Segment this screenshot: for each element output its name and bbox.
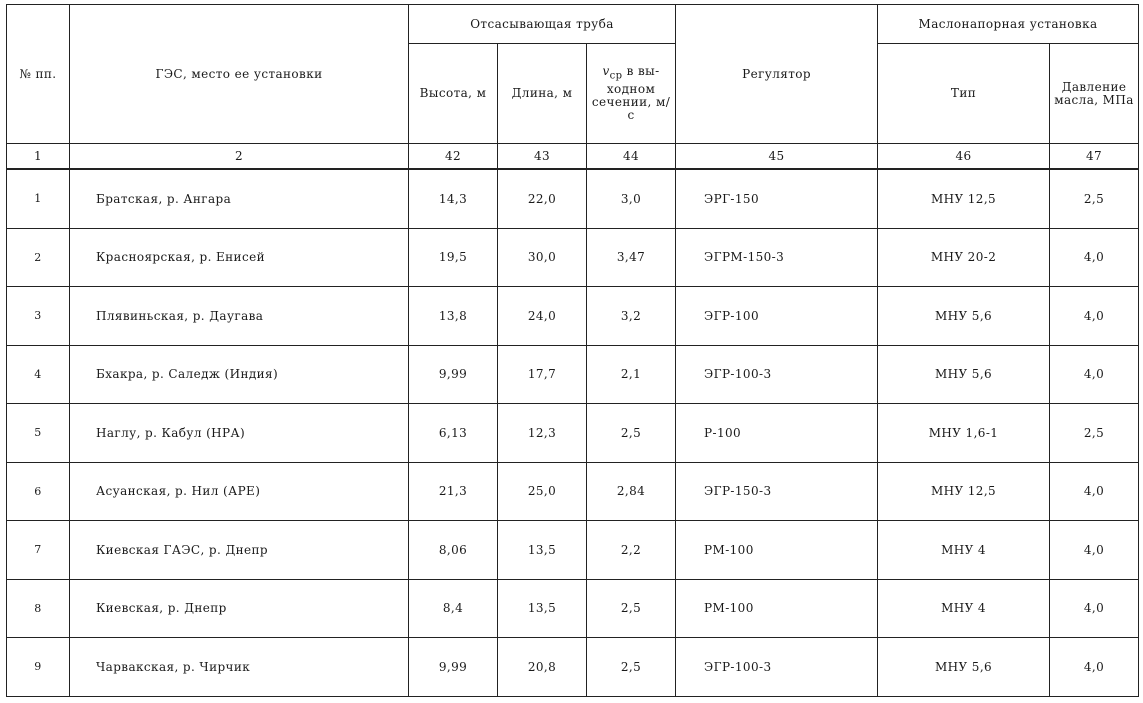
station-name: Братская, р. Ангара xyxy=(70,169,409,228)
column-number-row xyxy=(7,144,1139,170)
regulator-value: РМ-100 xyxy=(676,521,878,580)
velocity-value: 2,5 xyxy=(587,579,676,638)
regulator-value: РМ-100 xyxy=(676,579,878,638)
height-value: 6,13 xyxy=(409,404,498,463)
regulator-value: ЭГР-100-3 xyxy=(676,345,878,404)
height-value: 13,8 xyxy=(409,287,498,346)
header-oil-unit: Маслонапорная установка xyxy=(878,5,1139,44)
table-row xyxy=(7,228,1139,287)
column-number: 47 xyxy=(1050,144,1139,170)
table-row xyxy=(7,638,1139,697)
column-number: 2 xyxy=(70,144,409,170)
row-number: 6 xyxy=(7,462,70,521)
table-body xyxy=(7,169,1139,696)
station-name: Асуанская, р. Нил (АРЕ) xyxy=(70,462,409,521)
length-value: 13,5 xyxy=(498,579,587,638)
row-number: 5 xyxy=(7,404,70,463)
station-name: Чарвакская, р. Чирчик xyxy=(70,638,409,697)
table-header xyxy=(7,5,1139,170)
height-value: 19,5 xyxy=(409,228,498,287)
velocity-value: 3,0 xyxy=(587,169,676,228)
pressure-value: 4,0 xyxy=(1050,521,1139,580)
station-name: Плявиньская, р. Даугава xyxy=(70,287,409,346)
row-number: 3 xyxy=(7,287,70,346)
height-value: 8,06 xyxy=(409,521,498,580)
pressure-value: 4,0 xyxy=(1050,287,1139,346)
velocity-value: 3,2 xyxy=(587,287,676,346)
velocity-value: 2,84 xyxy=(587,462,676,521)
row-number: 4 xyxy=(7,345,70,404)
header-type: Тип xyxy=(878,44,1050,144)
length-value: 25,0 xyxy=(498,462,587,521)
header-velocity xyxy=(587,44,676,144)
header-regulator: Регулятор xyxy=(676,5,878,144)
velocity-value: 2,1 xyxy=(587,345,676,404)
header-draft-tube: Отсасывающая труба xyxy=(409,5,676,44)
type-value: МНУ 4 xyxy=(878,579,1050,638)
column-number: 45 xyxy=(676,144,878,170)
pressure-value: 4,0 xyxy=(1050,579,1139,638)
station-name: Киевская ГАЭС, р. Днепр xyxy=(70,521,409,580)
length-value: 13,5 xyxy=(498,521,587,580)
height-value: 21,3 xyxy=(409,462,498,521)
length-value: 12,3 xyxy=(498,404,587,463)
station-name: Бхакра, р. Саледж (Индия) xyxy=(70,345,409,404)
table-row xyxy=(7,462,1139,521)
header-pressure: Давление масла, МПа xyxy=(1050,44,1139,144)
row-number: 1 xyxy=(7,169,70,228)
velocity-value: 3,47 xyxy=(587,228,676,287)
length-value: 20,8 xyxy=(498,638,587,697)
row-number: 7 xyxy=(7,521,70,580)
type-value: МНУ 1,6-1 xyxy=(878,404,1050,463)
velocity-value: 2,2 xyxy=(587,521,676,580)
row-number: 8 xyxy=(7,579,70,638)
type-value: МНУ 4 xyxy=(878,521,1050,580)
velocity-value: 2,5 xyxy=(587,404,676,463)
column-number: 46 xyxy=(878,144,1050,170)
row-number: 9 xyxy=(7,638,70,697)
table-row xyxy=(7,521,1139,580)
header-station: ГЭС, место ее установки xyxy=(70,5,409,144)
regulator-value: ЭГР-150-3 xyxy=(676,462,878,521)
column-number: 1 xyxy=(7,144,70,170)
velocity-caption: в вы-ходном сечении, м/с xyxy=(591,64,671,122)
pressure-value: 2,5 xyxy=(1050,169,1139,228)
regulator-value: Р-100 xyxy=(676,404,878,463)
height-value: 8,4 xyxy=(409,579,498,638)
type-value: МНУ 12,5 xyxy=(878,462,1050,521)
table-row xyxy=(7,579,1139,638)
length-value: 17,7 xyxy=(498,345,587,404)
table-row xyxy=(7,404,1139,463)
regulator-value: ЭРГ-150 xyxy=(676,169,878,228)
regulator-value: ЭГР-100-3 xyxy=(676,638,878,697)
height-value: 9,99 xyxy=(409,638,498,697)
velocity-value: 2,5 xyxy=(587,638,676,697)
velocity-symbol: v xyxy=(602,64,610,79)
length-value: 24,0 xyxy=(498,287,587,346)
regulator-value: ЭГР-100 xyxy=(676,287,878,346)
pressure-value: 4,0 xyxy=(1050,345,1139,404)
table-row xyxy=(7,345,1139,404)
pressure-value: 2,5 xyxy=(1050,404,1139,463)
pressure-value: 4,0 xyxy=(1050,228,1139,287)
hydro-station-table xyxy=(6,4,1139,697)
table-row xyxy=(7,169,1139,228)
header-height: Высота, м xyxy=(409,44,498,144)
pressure-value: 4,0 xyxy=(1050,638,1139,697)
type-value: МНУ 12,5 xyxy=(878,169,1050,228)
pressure-value: 4,0 xyxy=(1050,462,1139,521)
height-value: 14,3 xyxy=(409,169,498,228)
column-number: 42 xyxy=(409,144,498,170)
type-value: МНУ 5,6 xyxy=(878,638,1050,697)
header-length: Длина, м xyxy=(498,44,587,144)
table-row xyxy=(7,287,1139,346)
station-name: Наглу, р. Кабул (НРА) xyxy=(70,404,409,463)
type-value: МНУ 5,6 xyxy=(878,345,1050,404)
type-value: МНУ 20-2 xyxy=(878,228,1050,287)
station-name: Киевская, р. Днепр xyxy=(70,579,409,638)
length-value: 30,0 xyxy=(498,228,587,287)
column-number: 44 xyxy=(587,144,676,170)
height-value: 9,99 xyxy=(409,345,498,404)
station-name: Красноярская, р. Енисей xyxy=(70,228,409,287)
header-num: № пп. xyxy=(7,5,70,144)
type-value: МНУ 5,6 xyxy=(878,287,1050,346)
length-value: 22,0 xyxy=(498,169,587,228)
column-number: 43 xyxy=(498,144,587,170)
row-number: 2 xyxy=(7,228,70,287)
regulator-value: ЭГРМ-150-3 xyxy=(676,228,878,287)
velocity-subscript: ср xyxy=(609,70,623,82)
